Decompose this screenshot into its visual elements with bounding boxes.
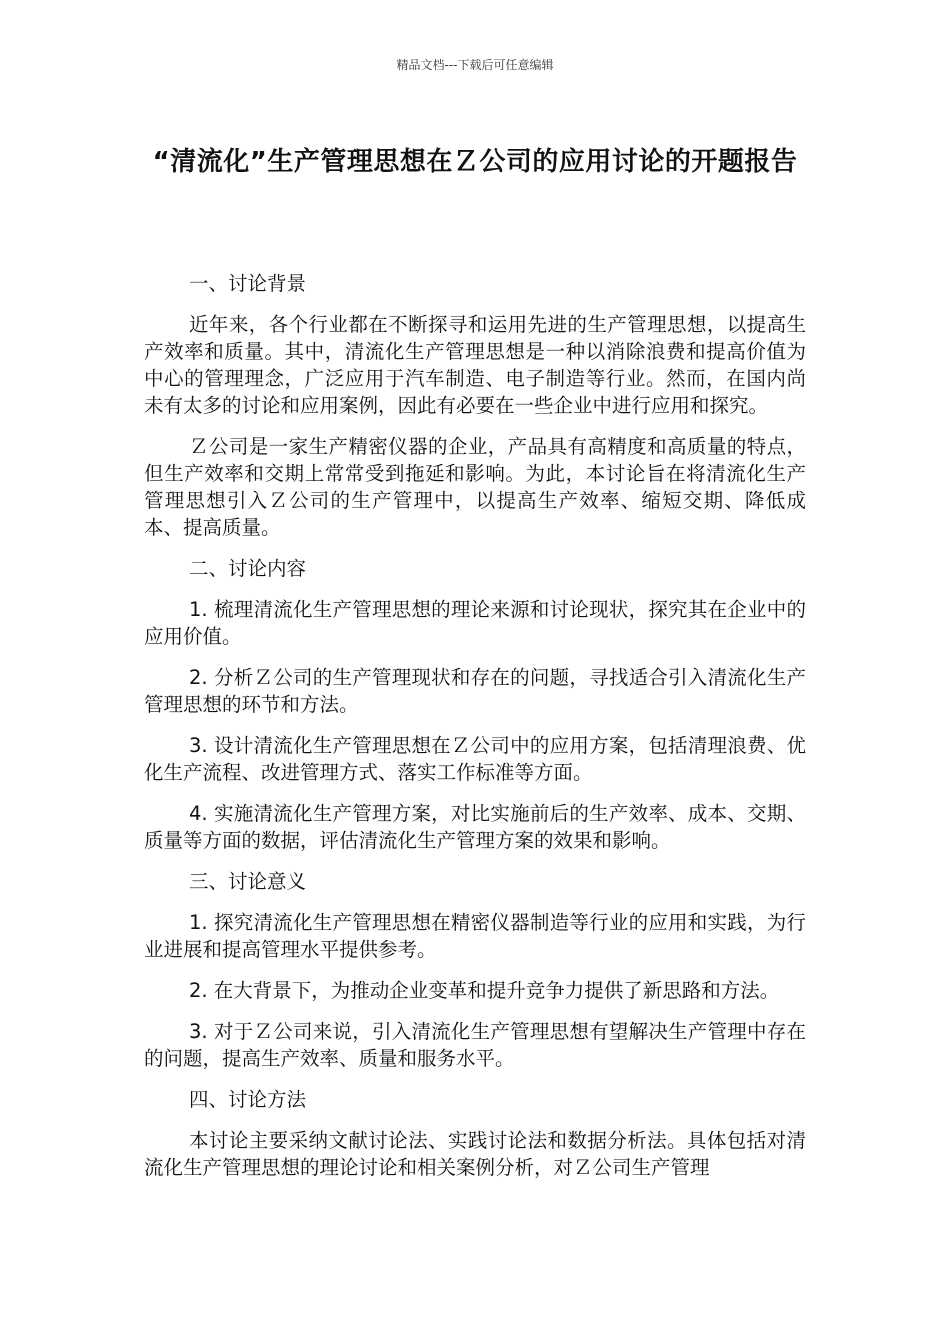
list-item: 2. 在大背景下，为推动企业变革和提升竞争力提供了新思路和方法。 bbox=[189, 979, 780, 1002]
section-heading-method: 四、讨论方法 bbox=[189, 1088, 307, 1111]
paragraph: Ｚ公司是一家生产精密仪器的企业，产品具有高精度和高质量的特点，但生产效率和交期上常常受到拖延和影响。为此，本讨论旨在将清流化生产管理思想引入Ｚ公司的生产管理中，以提高生产效率、缩短交期、降低成本、提高质量。 bbox=[144, 435, 806, 539]
list-item: 3. 设计清流化生产管理思想在Ｚ公司中的应用方案，包括清理浪费、优化生产流程、改进管理方式、落实工作标准等方面。 bbox=[144, 734, 806, 784]
paragraph: 本讨论主要采纳文献讨论法、实践讨论法和数据分析法。具体包括对清流化生产管理思想的理论讨论和相关案例分析，对Ｚ公司生产管理 bbox=[144, 1129, 806, 1179]
section-heading-content: 二、讨论内容 bbox=[189, 557, 307, 580]
document-title: “清流化”生产管理思想在Ｚ公司的应用讨论的开题报告 bbox=[152, 147, 798, 177]
section-heading-significance: 三、讨论意义 bbox=[189, 870, 307, 893]
section-heading-background: 一、讨论背景 bbox=[189, 272, 307, 295]
document-body bbox=[144, 270, 806, 1195]
page-header-watermark: 精品文档---下载后可任意编辑 bbox=[396, 58, 554, 72]
list-item: 1. 探究清流化生产管理思想在精密仪器制造等行业的应用和实践，为行业进展和提高管理水平提供参考。 bbox=[144, 911, 806, 961]
list-item: 1. 梳理清流化生产管理思想的理论来源和讨论现状，探究其在企业中的应用价值。 bbox=[144, 598, 806, 648]
list-item: 2. 分析Ｚ公司的生产管理现状和存在的问题，寻找适合引入清流化生产管理思想的环节和方法。 bbox=[144, 666, 806, 716]
paragraph: 近年来，各个行业都在不断探寻和运用先进的生产管理思想，以提高生产效率和质量。其中，清流化生产管理思想是一种以消除浪费和提高价值为中心的管理理念，广泛应用于汽车制造、电子制造等行业。然而，在国内尚未有太多的讨论和应用案例，因此有必要在一些企业中进行应用和探究。 bbox=[144, 313, 806, 417]
list-item: 4. 实施清流化生产管理方案，对比实施前后的生产效率、成本、交期、质量等方面的数据，评估清流化生产管理方案的效果和影响。 bbox=[144, 802, 806, 852]
list-item: 3. 对于Ｚ公司来说，引入清流化生产管理思想有望解决生产管理中存在的问题，提高生产效率、质量和服务水平。 bbox=[144, 1020, 806, 1070]
